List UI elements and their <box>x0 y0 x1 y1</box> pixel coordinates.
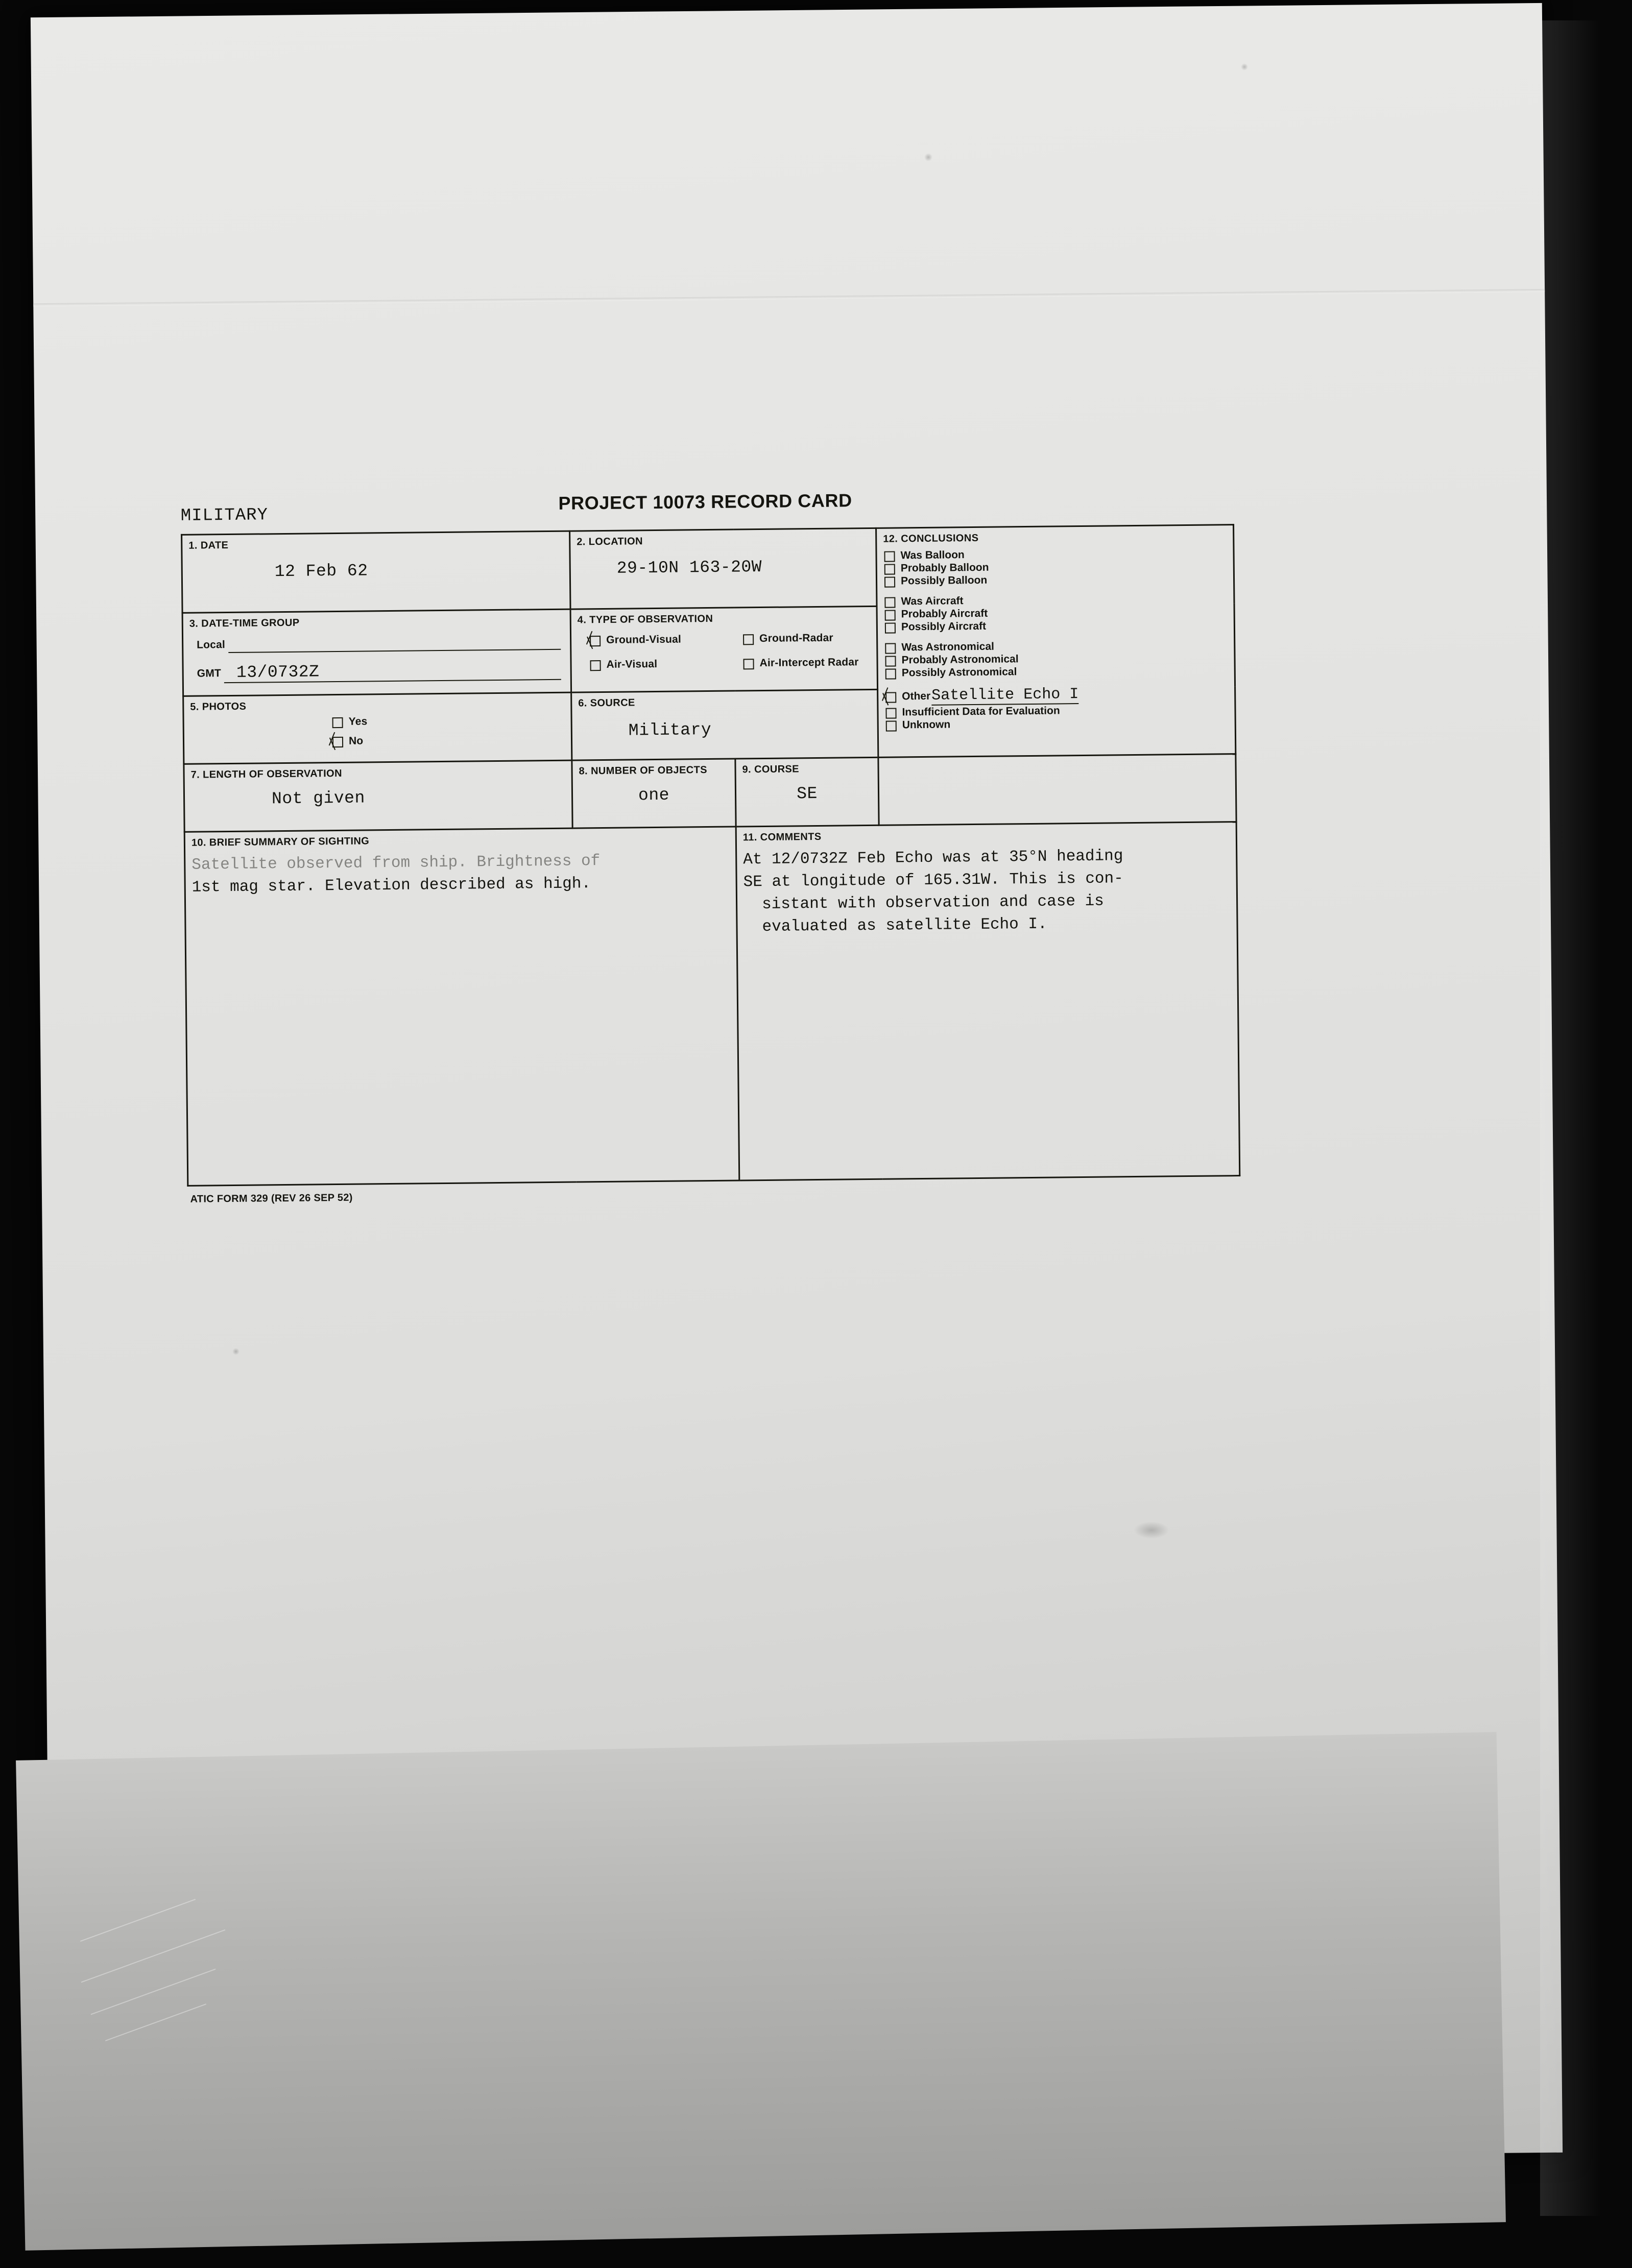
conclusion-group-astronomical <box>885 638 1229 679</box>
observation-option-ground-radar[interactable] <box>743 632 858 645</box>
conclusion-option[interactable] <box>885 664 1229 679</box>
checkbox-icon-checked[interactable] <box>332 736 343 747</box>
observation-option-air-intercept-radar[interactable] <box>743 656 858 669</box>
conclusion-option[interactable] <box>886 716 1230 731</box>
checkbox-icon[interactable] <box>885 708 896 718</box>
project-10073-record-card <box>180 485 1239 1205</box>
cell-conclusions <box>876 525 1236 758</box>
observation-label: Ground-Visual <box>606 633 682 646</box>
conclusion-label: Unknown <box>902 718 951 731</box>
summary-line: 1st mag star. Elevation described as high. <box>191 875 591 897</box>
value-date: 12 Feb 62 <box>274 561 368 582</box>
dust-speck <box>232 1348 239 1355</box>
checkbox-icon[interactable] <box>886 720 897 731</box>
conclusion-label: Was Astronomical <box>901 640 995 654</box>
conclusion-label: Possibly Balloon <box>900 574 988 587</box>
conclusion-label: Probably Aircraft <box>901 607 988 620</box>
photos-label: Yes <box>348 715 368 728</box>
classification-label: MILITARY <box>180 505 269 526</box>
local-time-row <box>197 634 561 654</box>
record-table <box>181 524 1240 1187</box>
other-value: Satellite Echo I <box>931 686 1079 705</box>
comment-line: evaluated as satellite Echo I. <box>762 915 1047 936</box>
observation-label: Ground-Radar <box>759 632 833 645</box>
local-value <box>228 634 561 653</box>
checkbox-icon[interactable] <box>885 668 896 679</box>
smudge-mark <box>1134 1522 1169 1539</box>
field-label-brief-summary: 10. BRIEF SUMMARY OF SIGHTING <box>191 835 370 849</box>
field-label-type-of-observation: 4. TYPE OF OBSERVATION <box>577 613 713 626</box>
conclusion-label: Possibly Astronomical <box>901 666 1017 679</box>
field-label-number-of-objects: 8. NUMBER OF OBJECTS <box>579 764 708 777</box>
summary-line: Satellite observed from ship. Brightness of <box>191 852 601 874</box>
checkbox-icon[interactable] <box>885 643 896 654</box>
conclusion-option-other[interactable] <box>885 684 1229 706</box>
conclusion-option[interactable] <box>885 618 1229 633</box>
checkbox-icon[interactable] <box>884 597 895 608</box>
conclusion-option[interactable] <box>884 572 1228 587</box>
page-title: PROJECT 10073 RECORD CARD <box>558 490 852 514</box>
checkbox-icon[interactable] <box>332 717 343 728</box>
checkbox-icon[interactable] <box>885 622 896 633</box>
conclusion-label: Possibly Aircraft <box>901 620 987 633</box>
value-source: Military <box>628 720 712 740</box>
observation-option-air-visual[interactable] <box>590 657 743 671</box>
conclusion-label: Was Balloon <box>900 549 965 562</box>
cell-brief-summary <box>184 827 739 1186</box>
conclusion-group-other <box>885 684 1230 731</box>
comment-line: At 12/0732Z Feb Echo was at 35°N heading <box>743 847 1123 869</box>
value-number-of-objects: one <box>638 785 670 805</box>
photos-option-yes[interactable] <box>332 714 571 728</box>
form-id-footer: ATIC FORM 329 (REV 26 SEP 52) <box>190 1192 353 1205</box>
field-label-length-of-observation: 7. LENGTH OF OBSERVATION <box>190 767 343 781</box>
value-brief-summary <box>185 844 736 904</box>
conclusion-label: Was Aircraft <box>901 595 964 608</box>
checkbox-icon[interactable] <box>885 610 896 620</box>
cell-location <box>570 528 877 609</box>
local-label: Local <box>197 639 226 651</box>
field-label-date: 1. DATE <box>188 540 229 551</box>
value-length-of-observation: Not given <box>271 788 365 809</box>
cell-comments <box>736 822 1240 1180</box>
page-edge-highlight <box>1540 20 1601 2216</box>
comment-line: SE at longitude of 165.31W. This is con- <box>743 870 1123 891</box>
checkbox-icon[interactable] <box>743 659 754 669</box>
checkbox-icon[interactable] <box>590 660 601 671</box>
cell-photos <box>183 692 572 764</box>
cell-source <box>571 689 878 760</box>
checkbox-icon[interactable] <box>884 576 895 587</box>
cell-length-of-observation <box>184 760 572 832</box>
value-comments <box>737 839 1237 944</box>
table-row <box>182 525 1234 613</box>
field-label-location: 2. LOCATION <box>577 536 643 548</box>
gmt-label: GMT <box>197 667 222 680</box>
observation-label: Air-Intercept Radar <box>759 656 859 669</box>
dust-speck <box>1241 63 1248 70</box>
field-label-conclusions: 12. CONCLUSIONS <box>883 532 979 545</box>
checkbox-icon[interactable] <box>884 551 895 562</box>
checkbox-icon[interactable] <box>885 656 896 666</box>
observation-option-ground-visual[interactable] <box>590 633 743 646</box>
comment-line: sistant with observation and case is <box>761 892 1104 914</box>
field-label-course: 9. COURSE <box>742 763 800 776</box>
gmt-time-row <box>197 660 561 684</box>
conclusion-label: Other <box>902 690 931 703</box>
cell-date-time-group <box>182 609 571 696</box>
checkbox-icon[interactable] <box>884 564 895 574</box>
field-label-photos: 5. PHOTOS <box>190 701 247 713</box>
cell-type-of-observation <box>570 606 878 692</box>
conclusion-label: Probably Astronomical <box>901 653 1019 666</box>
conclusion-label: Probably Balloon <box>900 561 989 574</box>
value-location: 29-10N 163-20W <box>616 557 762 578</box>
cell-number-of-objects <box>572 759 736 828</box>
dust-speck <box>924 153 932 161</box>
conclusion-group-balloon <box>884 546 1228 587</box>
photos-label: No <box>348 735 364 747</box>
checkbox-icon[interactable] <box>743 634 754 645</box>
cell-course <box>735 757 879 827</box>
cell-date <box>182 531 570 613</box>
checkbox-icon-checked[interactable] <box>885 692 896 703</box>
conclusion-label: Insufficient Data for Evaluation <box>902 705 1060 718</box>
observation-label: Air-Visual <box>606 658 658 670</box>
field-label-date-time-group: 3. DATE-TIME GROUP <box>189 617 300 630</box>
table-row <box>184 822 1240 1186</box>
checkbox-icon-checked[interactable] <box>590 636 601 646</box>
table-row <box>184 754 1236 832</box>
conclusion-group-aircraft <box>884 592 1229 633</box>
field-label-comments: 11. COMMENTS <box>742 831 822 843</box>
gmt-value: 13/0732Z <box>224 660 561 683</box>
field-label-source: 6. SOURCE <box>578 697 635 709</box>
value-course: SE <box>797 784 818 804</box>
cell-conclusions-continued <box>878 754 1236 826</box>
under-page <box>16 1732 1506 2250</box>
conclusions-list <box>877 542 1235 735</box>
photos-option-no[interactable] <box>332 733 571 747</box>
